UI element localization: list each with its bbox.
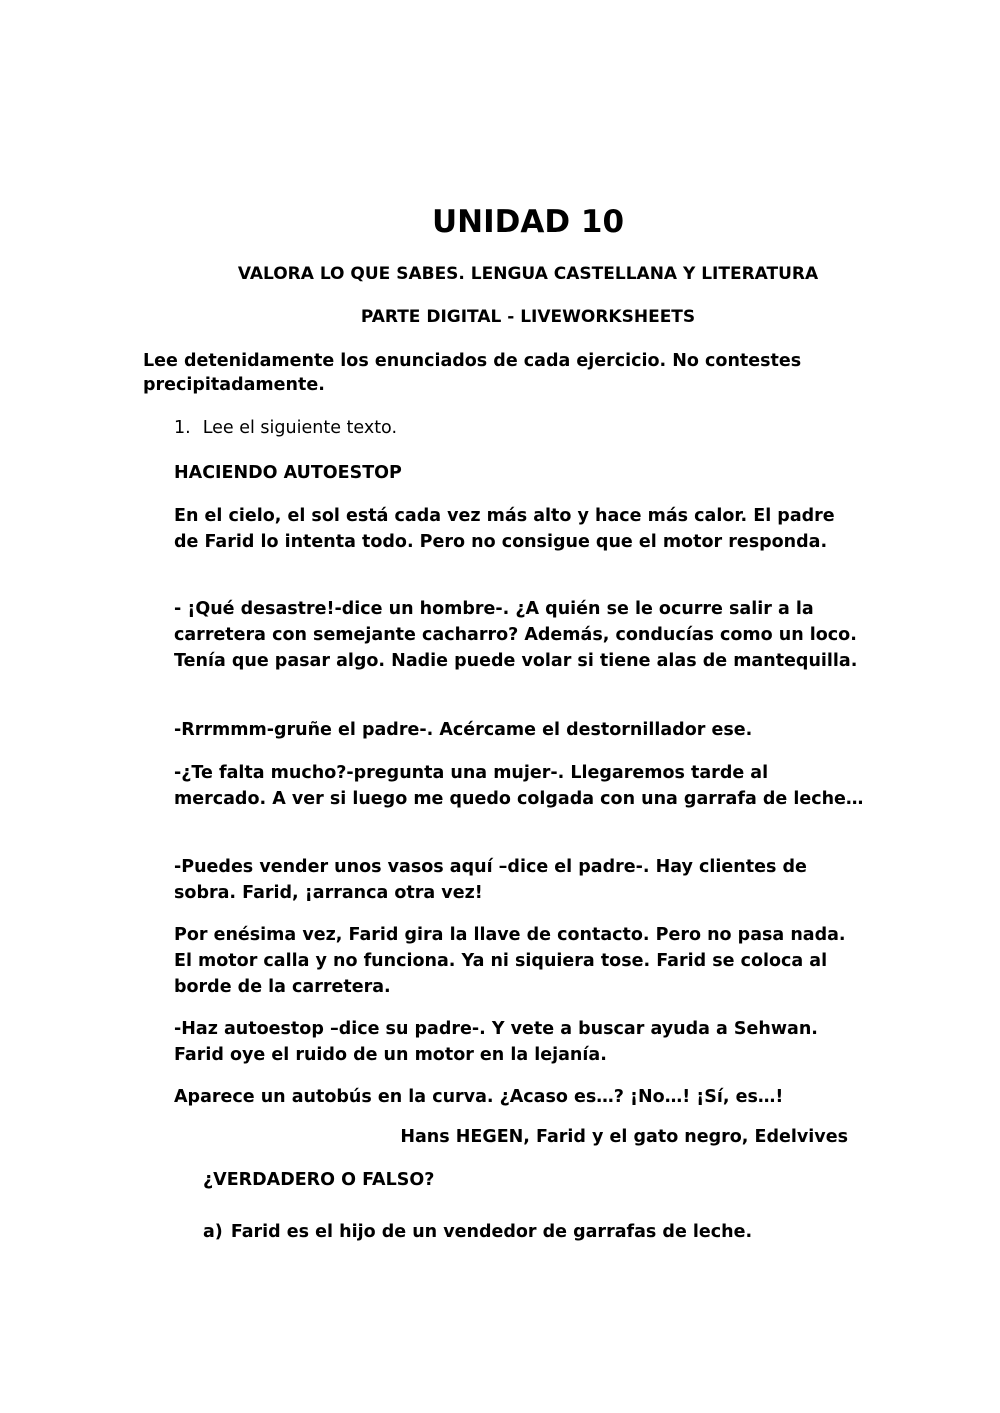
item-letter: a) [203,1222,223,1242]
reading-paragraph: -¿Te falta mucho?-pregunta una mujer-. Llegaremos tarde al mercado. A ver si luego me quedo colgada con una garrafa de leche… [174,763,864,809]
reading-paragraph: -Rrrmmm-gruñe el padre-. Acércame el destornillador ese. [174,720,753,740]
item-statement: Farid es el hijo de un vendedor de garrafas de leche. [230,1222,753,1242]
subtitle-subject: VALORA LO QUE SABES. LENGUA CASTELLANA Y LITERATURA [237,264,819,284]
page-title: UNIDAD 10 [431,204,625,240]
subtitle-part: PARTE DIGITAL - LIVEWORKSHEETS [360,307,696,327]
reading-paragraph: Aparece un autobús en la curva. ¿Acaso es…? ¡No…! ¡Sí, es…! [174,1087,784,1107]
reading-citation: Hans HEGEN, Farid y el gato negro, Edelvives [400,1127,848,1147]
reading-heading: HACIENDO AUTOESTOP [174,463,402,483]
true-false-item [203,1222,752,1242]
question-1 [174,418,397,438]
reading-paragraph: - ¡Qué desastre!-dice un hombre-. ¿A quién se le ocurre salir a la carretera con semejante cacharro? Además, conducías como un loco. Tenía que pasar algo. Nadie puede volar si tiene alas de mantequilla. [174,599,858,671]
reading-paragraph: En el cielo, el sol está cada vez más alto y hace más calor. El padre de Farid lo intenta todo. Pero no consigue que el motor responda. [174,506,835,552]
reading-paragraph: -Haz autoestop –dice su padre-. Y vete a buscar ayuda a Sehwan. Farid oye el ruido de un motor en la lejanía. [174,1019,818,1065]
question-1-text: Lee el siguiente texto. [202,418,398,438]
instructions: Lee detenidamente los enunciados de cada ejercicio. No contestes precipitadamente. [143,351,802,395]
reading-paragraph: Por enésima vez, Farid gira la llave de contacto. Pero no pasa nada. El motor calla y no funciona. Ya ni siquiera tose. Farid se coloca al borde de la carretera. [174,925,846,997]
question-1-number: 1. [174,418,191,438]
reading-paragraph: -Puedes vender unos vasos aquí –dice el padre-. Hay clientes de sobra. Farid, ¡arranca otra vez! [174,857,807,903]
true-false-heading: ¿VERDADERO O FALSO? [203,1170,435,1190]
